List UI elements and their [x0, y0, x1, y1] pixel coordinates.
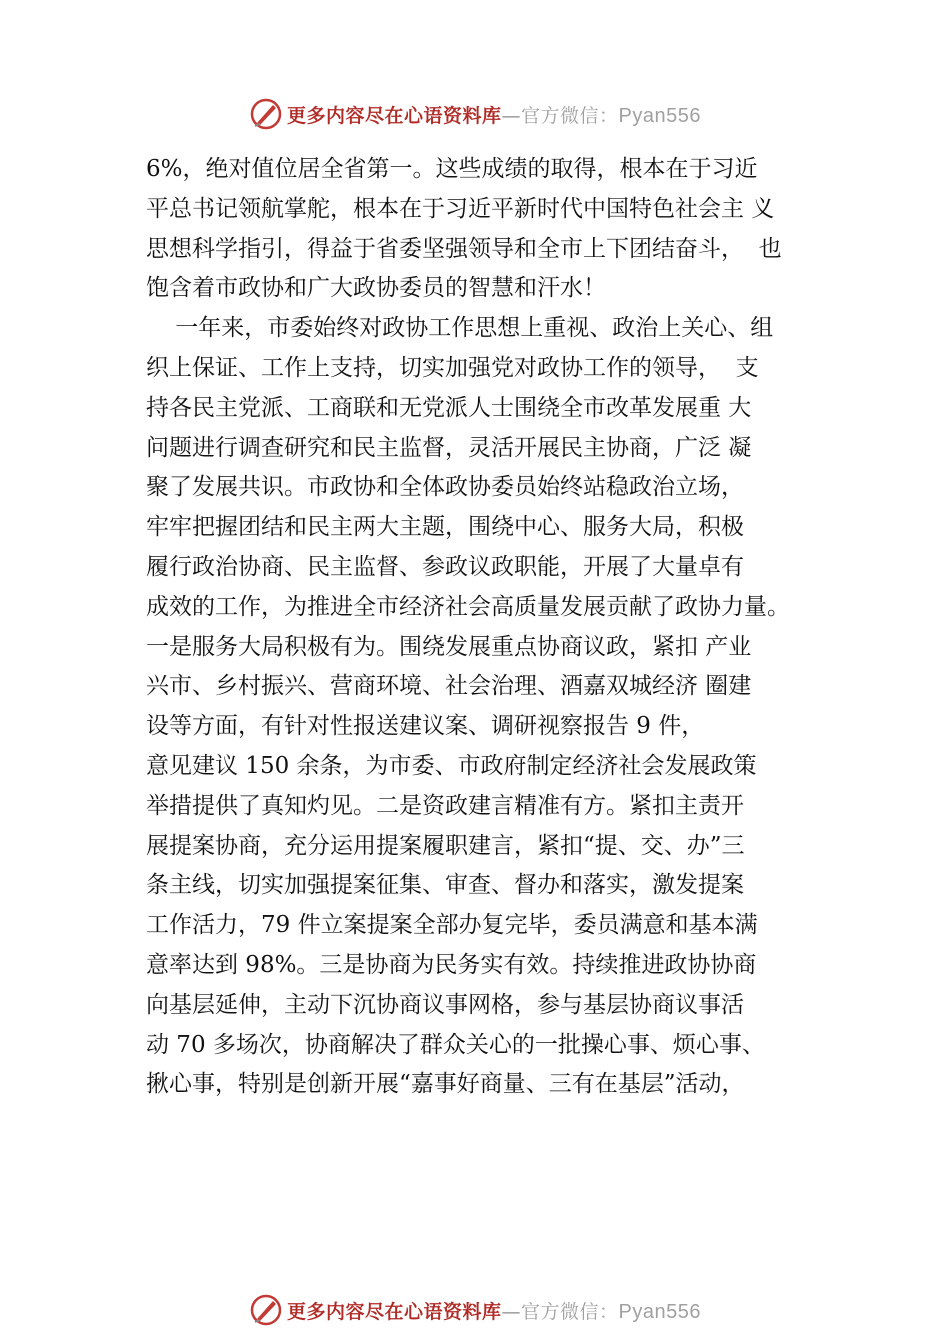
text-line: 牢牢把握团结和民主两大主题，围绕中心、服务大局，积极: [146, 514, 744, 541]
text-line: 6%，绝对值位居全省第一。这些成绩的取得，根本在于习近: [146, 156, 758, 182]
text-line: 意率达到 98%。三是协商为民务实有效。持续推进政协协商: [146, 951, 757, 978]
watermark-handle: Pyan556: [618, 104, 701, 127]
watermark-dash: —: [501, 1300, 522, 1323]
watermark-wechat-label: 官方微信：: [521, 1300, 619, 1323]
text-line: 举措提供了真知灼见。二是资政建言精准有方。紧扣主责开: [146, 792, 744, 819]
text-line: 一年来，市委始终对政协工作思想上重视、政治上关心、组: [146, 315, 774, 342]
text-line: 一是服务大局积极有为。围绕发展重点协商议政，紧扣 产业: [146, 633, 752, 660]
text-line: 成效的工作，为推进全市经济社会高质量发展贡献了政协力量。: [146, 593, 790, 620]
text-line: 履行政治协商、民主监督、参政议政职能，开展了大量卓有: [146, 553, 744, 580]
text-line: 思想科学指引，得益于省委坚强领导和全市上下团结奋斗， 也: [146, 235, 782, 262]
text-line: 问题进行调查研究和民主监督，灵活开展民主协商，广泛 凝: [146, 434, 752, 461]
text-line: 展提案协商，充分运用提案履职建言，紧扣“提、交、办”三: [146, 832, 745, 859]
footer-watermark: [0, 1290, 950, 1330]
text-line: 动 70 多场次，协商解决了群众关心的一批操心事、烦心事、: [146, 1031, 765, 1058]
watermark-dash: —: [501, 104, 522, 127]
watermark-brand: 更多内容尽在心语资料库: [287, 104, 502, 127]
text-line: 揪心事，特别是创新开展“嘉事好商量、三有在基层”活动，: [146, 1071, 745, 1098]
watermark-wechat-label: 官方微信：: [521, 104, 619, 127]
header-watermark: [0, 94, 950, 134]
watermark-brand: 更多内容尽在心语资料库: [287, 1300, 502, 1323]
text-line: 条主线，切实加强提案征集、审查、督办和落实，激发提案: [146, 872, 744, 899]
text-line: 向基层延伸，主动下沉协商议事网格，参与基层协商议事活: [146, 991, 744, 1018]
quill-logo-icon: [249, 97, 283, 131]
text-line: 织上保证、工作上支持，切实加强党对政协工作的领导， 支: [146, 354, 759, 381]
watermark-text: [287, 1297, 701, 1324]
watermark-handle: Pyan556: [618, 1300, 701, 1323]
text-line: 持各民主党派、工商联和无党派人士围绕全市改革发展重 大: [146, 394, 752, 421]
document-body: [146, 150, 836, 1105]
quill-logo-icon: [249, 1293, 283, 1327]
text-line: 设等方面，有针对性报送建议案、调研视察报告 9 件，: [146, 713, 705, 740]
text-line: 平总书记领航掌舵，根本在于习近平新时代中国特色社会主 义: [146, 195, 775, 222]
text-line: 兴市、乡村振兴、营商环境、社会治理、酒嘉双城经济 圈建: [146, 673, 752, 700]
text-line: 意见建议 150 余条，为市委、市政府制定经济社会发展政策: [146, 752, 757, 779]
watermark-text: [287, 101, 701, 128]
text-line: 聚了发展共识。市政协和全体政协委员始终站稳政治立场，: [146, 474, 744, 501]
text-line: 饱含着市政协和广大政协委员的智慧和汗水！: [146, 275, 606, 302]
text-line: 工作活力，79 件立案提案全部办复完毕，委员满意和基本满: [146, 912, 758, 939]
